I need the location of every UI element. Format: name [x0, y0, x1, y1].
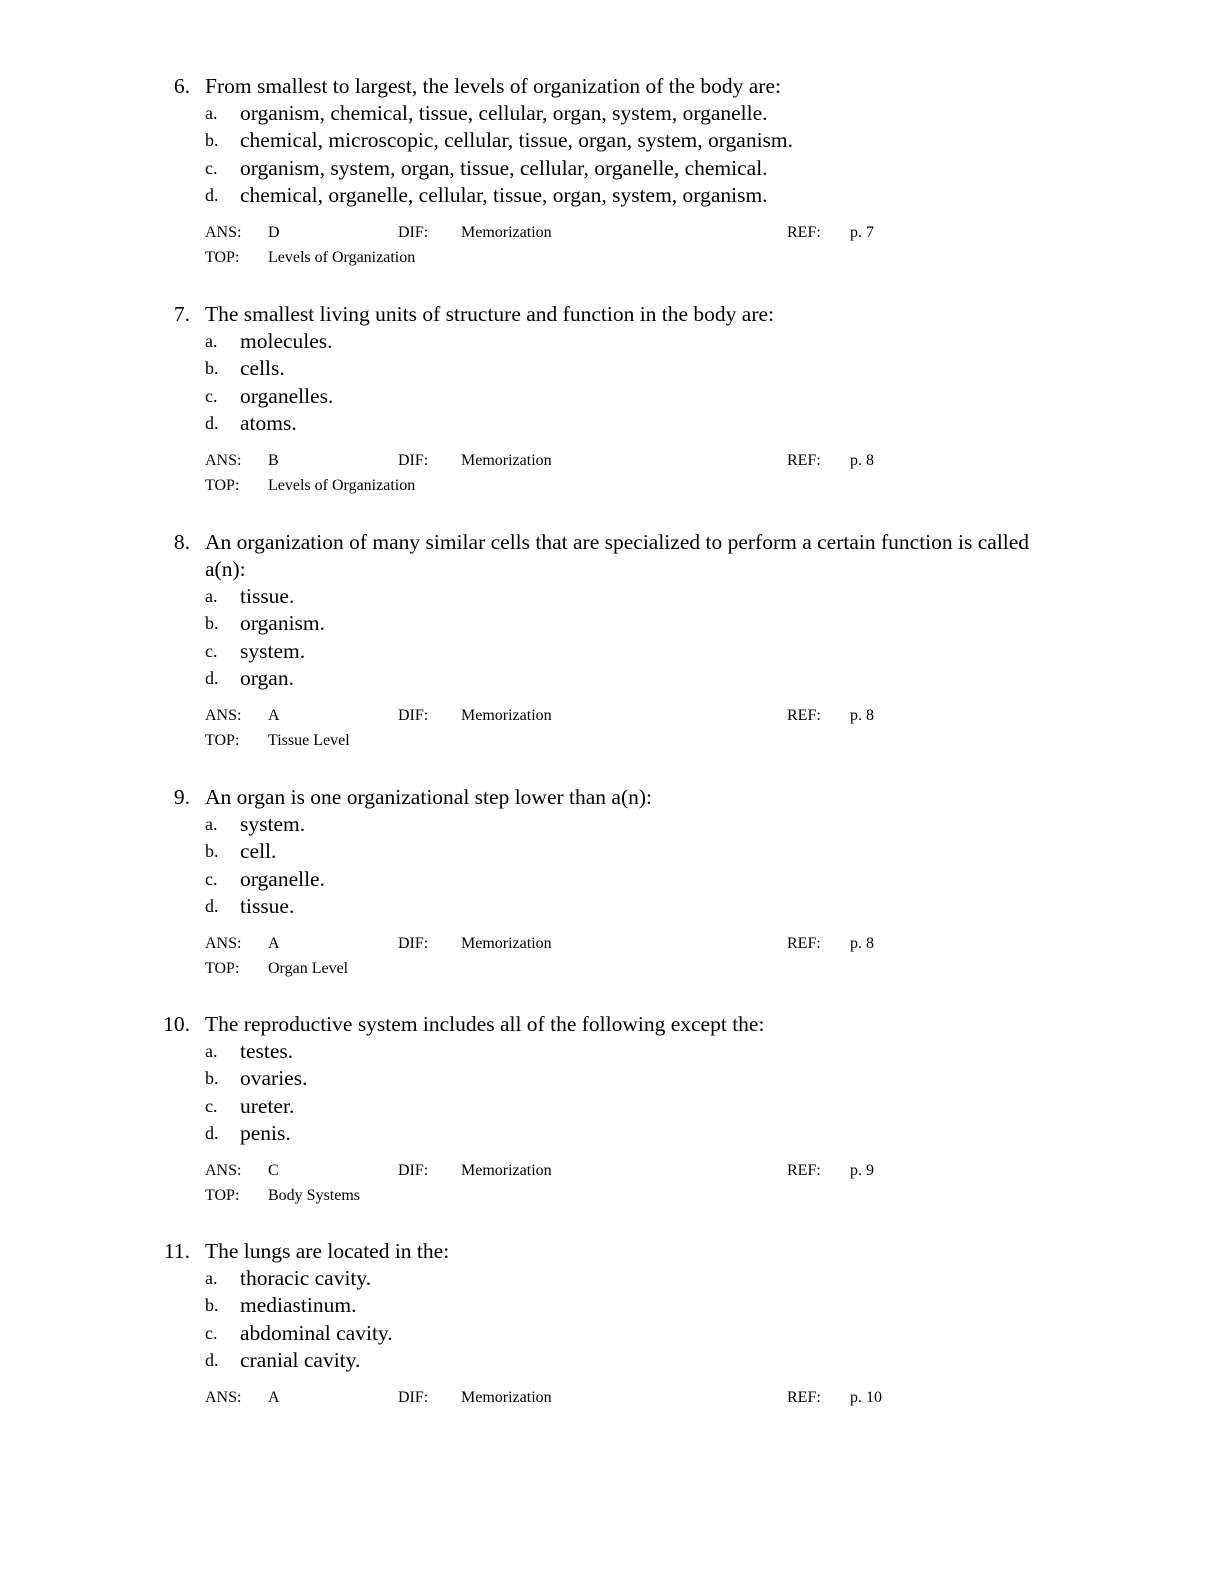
- question-10: [0, 1011, 1224, 1212]
- question-number: 9.: [173, 785, 190, 809]
- dif-label: DIF:: [398, 1161, 429, 1179]
- choice-text: organism.: [240, 611, 326, 636]
- choice-letter: c.: [205, 157, 218, 178]
- question-stem: [0, 1238, 1224, 1265]
- question-stem: [0, 529, 1224, 583]
- choice-letter: d.: [205, 1123, 219, 1144]
- choice-a: [0, 1038, 1224, 1065]
- choice-a: [0, 1265, 1224, 1292]
- answer-choices: [0, 328, 1224, 438]
- choice-text: cells.: [240, 356, 285, 381]
- topic-meta: [0, 477, 1224, 502]
- dif-label: DIF:: [398, 706, 429, 724]
- choice-text: organism, chemical, tissue, cellular, organ, system, organelle.: [240, 101, 768, 125]
- choice-letter: b.: [205, 358, 219, 379]
- ref-value: p. 7: [850, 223, 874, 241]
- choice-d: [0, 410, 1224, 437]
- question-6: [0, 73, 1224, 274]
- choice-letter: c.: [205, 385, 218, 406]
- choice-c: [0, 1320, 1224, 1347]
- answer-meta: [0, 224, 1224, 249]
- choice-c: [0, 638, 1224, 665]
- choice-text: tissue.: [240, 584, 295, 608]
- top-label: TOP:: [205, 731, 240, 749]
- dif-value: Memorization: [461, 451, 552, 469]
- answer-choices: [0, 100, 1224, 210]
- choice-letter: b.: [205, 130, 219, 151]
- choice-letter: a.: [205, 586, 218, 606]
- choice-letter: b.: [205, 841, 219, 862]
- ans-label: ANS:: [205, 1388, 242, 1406]
- choice-text: molecules.: [240, 329, 333, 353]
- choice-b: [0, 610, 1224, 637]
- choice-c: [0, 866, 1224, 893]
- ans-label: ANS:: [205, 934, 242, 952]
- choice-c: [0, 1093, 1224, 1120]
- choice-text: ovaries.: [240, 1066, 308, 1091]
- answer-choices: [0, 1265, 1224, 1375]
- choice-a: [0, 328, 1224, 355]
- question-text: The reproductive system includes all of the following except the:: [205, 1012, 765, 1036]
- choice-a: [0, 100, 1224, 127]
- choice-letter: a.: [205, 103, 218, 123]
- choice-text: chemical, organelle, cellular, tissue, organ, system, organism.: [240, 183, 768, 208]
- topic-meta: [0, 960, 1224, 985]
- choice-a: [0, 811, 1224, 838]
- ref-value: p. 9: [850, 1161, 874, 1179]
- dif-label: DIF:: [398, 223, 429, 241]
- answer-meta: [0, 452, 1224, 477]
- ref-label: REF:: [787, 706, 821, 724]
- choice-letter: a.: [205, 814, 218, 834]
- ans-value: A: [268, 1388, 280, 1406]
- choice-text: ureter.: [240, 1093, 295, 1118]
- choice-text: organ.: [240, 666, 294, 691]
- choice-letter: d.: [205, 185, 219, 206]
- choice-d: [0, 893, 1224, 920]
- dif-value: Memorization: [461, 1388, 552, 1406]
- question-number: 8.: [173, 530, 190, 554]
- choice-d: [0, 1347, 1224, 1374]
- ans-value: B: [268, 451, 279, 469]
- choice-b: [0, 355, 1224, 382]
- topic-meta: [0, 249, 1224, 274]
- choice-letter: d.: [205, 896, 219, 917]
- dif-label: DIF:: [398, 451, 429, 469]
- top-label: TOP:: [205, 476, 240, 494]
- ans-label: ANS:: [205, 451, 242, 469]
- answer-choices: [0, 1038, 1224, 1148]
- dif-label: DIF:: [398, 934, 429, 952]
- dif-value: Memorization: [461, 223, 552, 241]
- ans-value: A: [268, 934, 280, 952]
- top-value: Body Systems: [268, 1186, 361, 1204]
- answer-meta: [0, 1162, 1224, 1187]
- question-stem: [0, 301, 1224, 328]
- choice-text: atoms.: [240, 411, 297, 436]
- question-number: 10.: [163, 1012, 190, 1036]
- topic-meta: [0, 1187, 1224, 1212]
- choice-c: [0, 155, 1224, 182]
- question-text: The smallest living units of structure and function in the body are:: [205, 302, 775, 326]
- ref-label: REF:: [787, 1161, 821, 1179]
- choice-letter: d.: [205, 413, 219, 434]
- choice-d: [0, 665, 1224, 692]
- choice-letter: d.: [205, 668, 219, 689]
- top-value: Organ Level: [268, 959, 349, 977]
- dif-label: DIF:: [398, 1388, 429, 1406]
- choice-letter: d.: [205, 1350, 219, 1371]
- ans-label: ANS:: [205, 1161, 242, 1179]
- choice-letter: c.: [205, 1095, 218, 1116]
- answer-meta: [0, 707, 1224, 732]
- choice-text: testes.: [240, 1039, 294, 1063]
- dif-value: Memorization: [461, 1161, 552, 1179]
- dif-value: Memorization: [461, 706, 552, 724]
- choice-text: penis.: [240, 1121, 291, 1146]
- choice-letter: c.: [205, 640, 218, 661]
- choice-letter: a.: [205, 331, 218, 351]
- ref-value: p. 8: [850, 706, 874, 724]
- choice-letter: b.: [205, 613, 219, 634]
- topic-meta: [0, 732, 1224, 757]
- choice-text: tissue.: [240, 894, 295, 919]
- choice-b: [0, 127, 1224, 154]
- question-stem: [0, 784, 1224, 811]
- ans-label: ANS:: [205, 706, 242, 724]
- choice-text: system.: [240, 812, 306, 836]
- choice-text: thoracic cavity.: [240, 1266, 372, 1290]
- choice-text: cranial cavity.: [240, 1348, 361, 1373]
- ans-label: ANS:: [205, 223, 242, 241]
- answer-choices: [0, 811, 1224, 921]
- answer-choices: [0, 583, 1224, 693]
- answer-meta: [0, 935, 1224, 960]
- choice-text: system.: [240, 638, 306, 663]
- question-11: [0, 1238, 1224, 1414]
- question-number: 6.: [173, 74, 190, 98]
- dif-value: Memorization: [461, 934, 552, 952]
- choice-letter: c.: [205, 868, 218, 889]
- choice-b: [0, 838, 1224, 865]
- choice-text: organism, system, organ, tissue, cellular, organelle, chemical.: [240, 155, 768, 180]
- choice-text: cell.: [240, 839, 277, 864]
- choice-b: [0, 1292, 1224, 1319]
- choice-c: [0, 383, 1224, 410]
- question-number: 11.: [163, 1239, 190, 1263]
- top-label: TOP:: [205, 1186, 240, 1204]
- top-value: Tissue Level: [268, 731, 350, 749]
- question-8: [0, 529, 1224, 757]
- ans-value: D: [268, 223, 280, 241]
- question-text: An organ is one organizational step lower than a(n):: [205, 785, 652, 809]
- choice-d: [0, 1120, 1224, 1147]
- question-text: From smallest to largest, the levels of organization of the body are:: [205, 74, 781, 98]
- ref-label: REF:: [787, 1388, 821, 1406]
- choice-letter: b.: [205, 1295, 219, 1316]
- ref-value: p. 10: [850, 1388, 882, 1406]
- ref-label: REF:: [787, 451, 821, 469]
- ref-label: REF:: [787, 934, 821, 952]
- choice-letter: c.: [205, 1322, 218, 1343]
- question-7: [0, 301, 1224, 502]
- choice-text: chemical, microscopic, cellular, tissue, organ, system, organism.: [240, 128, 794, 153]
- ans-value: C: [268, 1161, 279, 1179]
- top-value: Levels of Organization: [268, 248, 416, 266]
- question-stem: [0, 1011, 1224, 1038]
- question-text: An organization of many similar cells that are specialized to perform a certain function is called a(n):: [205, 530, 1030, 581]
- choice-letter: a.: [205, 1041, 218, 1061]
- choice-b: [0, 1065, 1224, 1092]
- choice-letter: a.: [205, 1268, 218, 1288]
- question-stem: [0, 73, 1224, 100]
- choice-d: [0, 182, 1224, 209]
- choice-text: abdominal cavity.: [240, 1320, 393, 1345]
- ref-value: p. 8: [850, 934, 874, 952]
- choice-letter: b.: [205, 1068, 219, 1089]
- ref-value: p. 8: [850, 451, 874, 469]
- ans-value: A: [268, 706, 280, 724]
- question-9: [0, 784, 1224, 985]
- question-text: The lungs are located in the:: [205, 1239, 450, 1263]
- choice-a: [0, 583, 1224, 610]
- top-label: TOP:: [205, 248, 240, 266]
- choice-text: mediastinum.: [240, 1293, 357, 1318]
- answer-meta: [0, 1389, 1224, 1414]
- top-value: Levels of Organization: [268, 476, 416, 494]
- top-label: TOP:: [205, 959, 240, 977]
- question-number: 7.: [173, 302, 190, 326]
- choice-text: organelle.: [240, 866, 325, 891]
- ref-label: REF:: [787, 223, 821, 241]
- choice-text: organelles.: [240, 383, 334, 408]
